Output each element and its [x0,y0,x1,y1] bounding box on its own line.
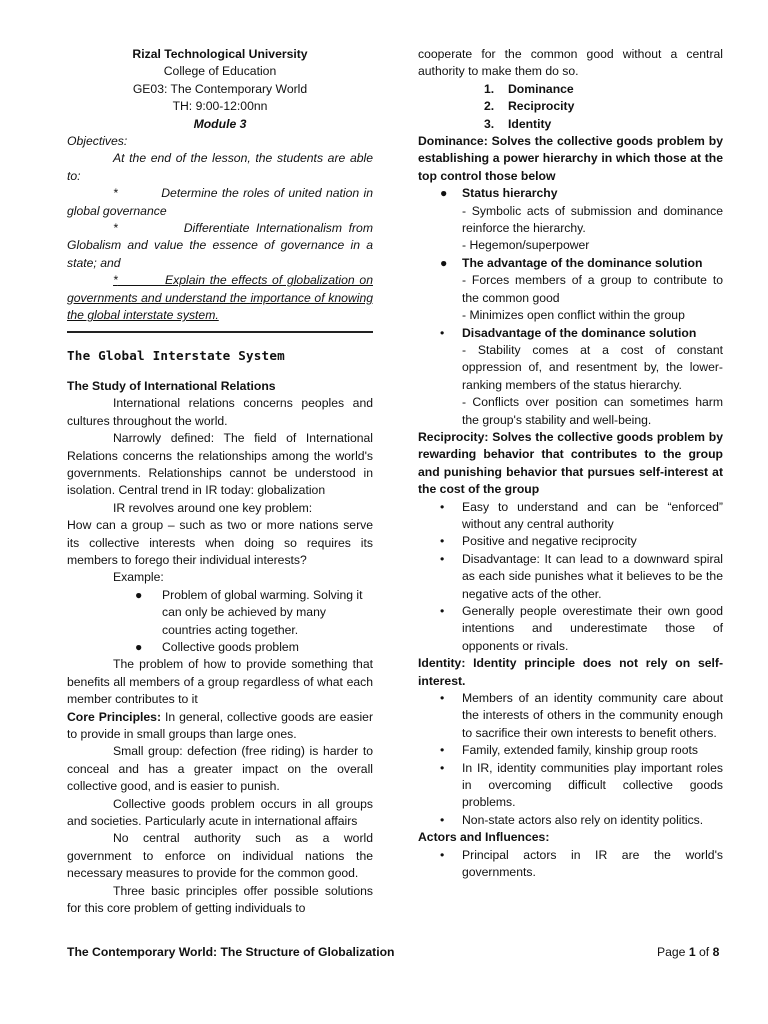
page-number: Page 1 of 8 [657,945,720,959]
list-item: ● Collective goods problem [135,640,299,654]
list-item: • Generally people overestimate their own good intentions and underestimate those of opponents or rivals. [440,604,723,653]
university-name: Rizal Technological University [132,47,308,61]
list-item: • In IR, identity communities play important roles in overcoming difficult collective goods problems. [440,760,723,810]
study-heading: The Study of International Relations [67,378,276,393]
reciprocity-heading: Reciprocity: Solves the collective goods problem by rewarding behavior that contributes to the group and punishing behavior that pursues self-interest at the cost of the group [418,429,723,497]
paragraph: Small group: defection (free riding) is harder to conceal and has a greater impact on the overall collective good, and is easier to punish. [67,744,373,794]
reciprocity-list [418,499,723,656]
course-title: GE03: The Contemporary World [132,81,308,96]
list-item: • Positive and negative reciprocity [440,534,637,549]
list-item: • Disadvantage of the dominance solution [440,325,697,340]
list-item: • Non-state actors also rely on identity politics. [440,812,704,827]
sub-item: - Symbolic acts of submission and dominance reinforce the hierarchy. [462,203,723,236]
actors-heading: Actors and Influences: [418,830,550,845]
list-item: 2. Reciprocity [484,99,575,114]
schedule: TH: 9:00-12:00nn [172,99,268,114]
list-item: • Disadvantage: It can lead to a downward spiral as each side punishes what it believes to be the negative acts of the other. [440,551,723,601]
paragraph: Core Principles: In general, collective goods are easier to provide in small groups than large ones. [67,709,374,742]
left-column [67,46,373,918]
dominance-heading: Dominance: Solves the collective goods problem by establishing a power hierarchy in which those at the top control those below [418,134,723,183]
example-label: Example: [113,570,164,585]
objective-item: * Determine the roles of united nation in global governance [67,186,373,218]
identity-list [418,690,723,829]
sub-item: - Conflicts over position can sometimes harm the group's stability and well-being. [462,395,723,427]
list-item: ● The advantage of the dominance solution [440,255,703,270]
sub-item: - Forces members of a group to contribute to the common good [462,273,723,305]
objectives-label: Objectives: [67,134,128,149]
list-item: • Family, extended family, kinship group roots [440,743,698,758]
sub-item: - Stability comes at a cost of constant oppression of, and resentment by, the lower-ranking members of the status hierarchy. [462,342,723,392]
paragraph: The problem of how to provide something that benefits all members of a group regardless of what each member contributes to it [67,657,373,707]
list-item: ● Status hierarchy [440,186,558,201]
list-item: 1. Dominance [484,81,574,96]
paragraph: IR revolves around one key problem: [113,500,313,515]
principles-list [418,81,723,133]
objective-item: * Explain the effects of globalization on governments and understand the importance of knowing the global interstate system. [67,273,373,323]
divider [67,331,373,333]
paragraph: Narrowly defined: The field of International Relations concerns the relationships among the world's governments. Relationships cannot be understood in isolation. Central trend in IR today: globalization [67,431,373,498]
identity-heading: Identity: Identity principle does not rely on self-interest. [418,656,723,688]
paragraph: cooperate for the common good without a central authority to make them do so. [418,47,723,79]
objective-item: * Differentiate Internationalism from Globalism and value the essence of governance in a state; and [67,221,373,270]
module-title: Module 3 [193,116,247,131]
list-item: • Principal actors in IR are the world's governments. [440,847,723,880]
section-title: The Global Interstate System [67,347,285,363]
list-item: • Easy to understand and can be “enforced” without any central authority [440,499,723,531]
document-header [67,46,373,133]
objectives-block [67,133,373,324]
college-name: College of Education [163,64,277,79]
objectives-intro: At the end of the lesson, the students are able to: [67,151,373,183]
example-list [67,587,373,657]
list-item: ● Problem of global warming. Solving it can only be achieved by many countries acting together. [135,587,363,637]
paragraph: Collective goods problem occurs in all groups and societies. Particularly acute in international affairs [67,796,373,829]
dominance-list [418,255,723,272]
list-item: • Members of an identity community care about the interests of others in the community enough to sacrifice their own interests to benefit others. [440,691,723,740]
actors-list [418,847,723,882]
paragraph: Three basic principles offer possible solutions for this core problem of getting individuals to [67,883,373,916]
dominance-list [418,185,723,202]
right-column [418,46,723,882]
footer-title: The Contemporary World: The Structure of Globalization [67,945,395,959]
list-item: 3. Identity [484,116,552,131]
sub-item: - Hegemon/superpower [462,238,590,253]
dominance-list [418,325,723,342]
paragraph: International relations concerns peoples and cultures throughout the world. [67,396,373,428]
paragraph: How can a group – such as two or more nations serve its collective interests when doing so requires its members to forego their individual interests? [67,518,373,567]
paragraph: No central authority such as a world government to enforce on individual nations the necessary measures to provide for the common good. [67,831,373,881]
sub-item: - Minimizes open conflict within the group [462,308,685,323]
